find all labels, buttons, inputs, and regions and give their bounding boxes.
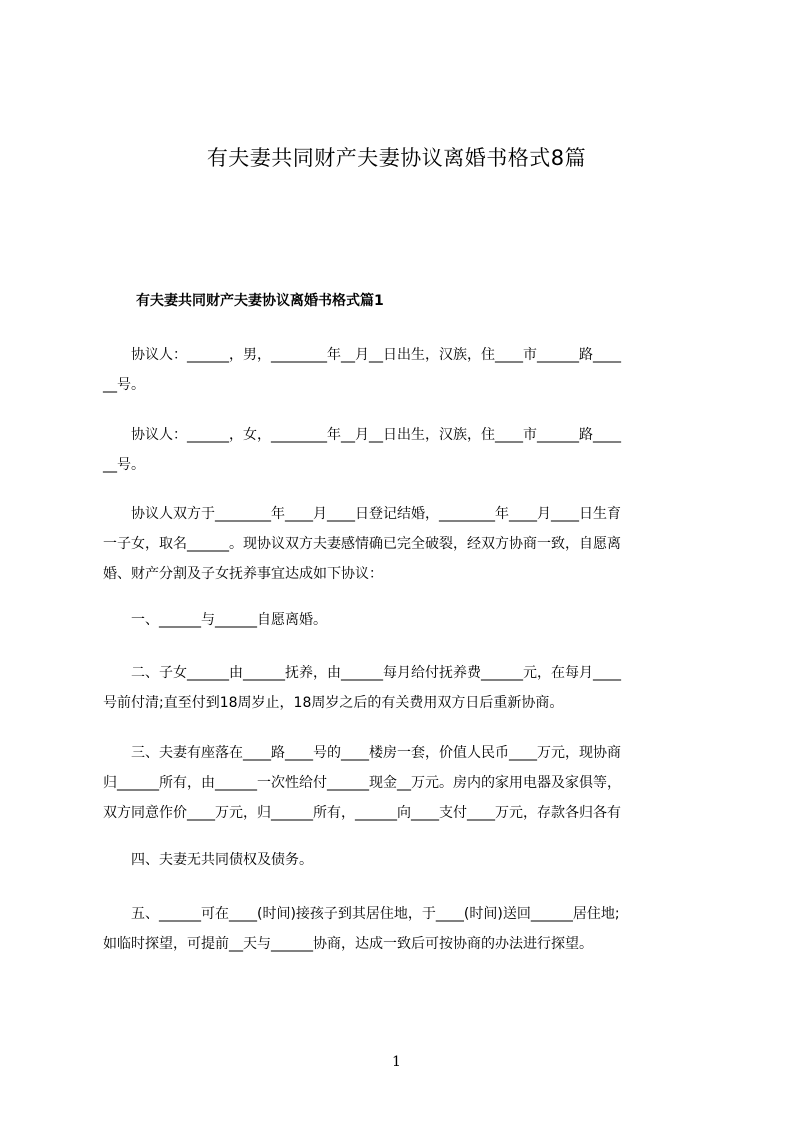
paragraph-line: 协议人：______，男，________年__月__日出生，汉族，住____市______路____ — [103, 347, 621, 363]
paragraph-line: 三、夫妻有座落在____路____号的____楼房一套，价值人民币____万元，现协商 — [103, 745, 621, 761]
page-number: 1 — [392, 1054, 401, 1070]
document-title: 有夫妻共同财产夫妻协议离婚书格式8篇 — [206, 146, 587, 170]
clause-one — [103, 605, 703, 635]
section-title: 有夫妻共同财产夫妻协议离婚书格式篇1 — [136, 293, 384, 309]
paragraph-marriage-info — [103, 499, 703, 589]
paragraph-line: 如临时探望，可提前__天与______协商，达成一致后可按协商的办法进行探望。 — [103, 936, 593, 952]
paragraph-line: __号。 — [103, 377, 145, 393]
clause-five — [103, 899, 703, 959]
paragraph-line: 婚、财产分割及子女抚养事宜达成如下协议： — [103, 566, 383, 582]
paragraph-line: 二、子女______由______抚养，由______每月给付抚养费______元，在每月____ — [103, 665, 621, 681]
paragraph-line: 一子女，取名______。现协议双方夫妻感情确已完全破裂，经双方协商一致，自愿离 — [103, 536, 621, 552]
paragraph-line: 协议人双方于________年____月____日登记结婚，________年____月____日生育 — [103, 506, 621, 522]
paragraph-line: 协议人：______，女，________年__月__日出生，汉族，住____市______路____ — [103, 427, 621, 443]
paragraph-line: 双方同意作价____万元，归______所有，______向____支付____万元，存款各归各有 — [103, 805, 621, 821]
paragraph-line: 五、______可在____(时间)接孩子到其居住地，于____(时间)送回______居住地; — [103, 906, 620, 922]
paragraph-line: 一、______与______自愿离婚。 — [103, 612, 327, 628]
paragraph-line: __号。 — [103, 457, 145, 473]
clause-two — [103, 658, 703, 718]
paragraph-line: 四、夫妻无共同债权及债务。 — [103, 852, 313, 868]
paragraph-line: 号前付清;直至付到18周岁止，18周岁之后的有关费用双方日后重新协商。 — [103, 695, 564, 711]
paragraph-line: 归______所有，由______一次性给付______现金__万元。房内的家用电器及家俱等， — [103, 775, 621, 791]
paragraph-party-female — [103, 420, 703, 480]
clause-four — [103, 845, 703, 875]
paragraph-party-male — [103, 340, 703, 400]
clause-three — [103, 738, 703, 828]
